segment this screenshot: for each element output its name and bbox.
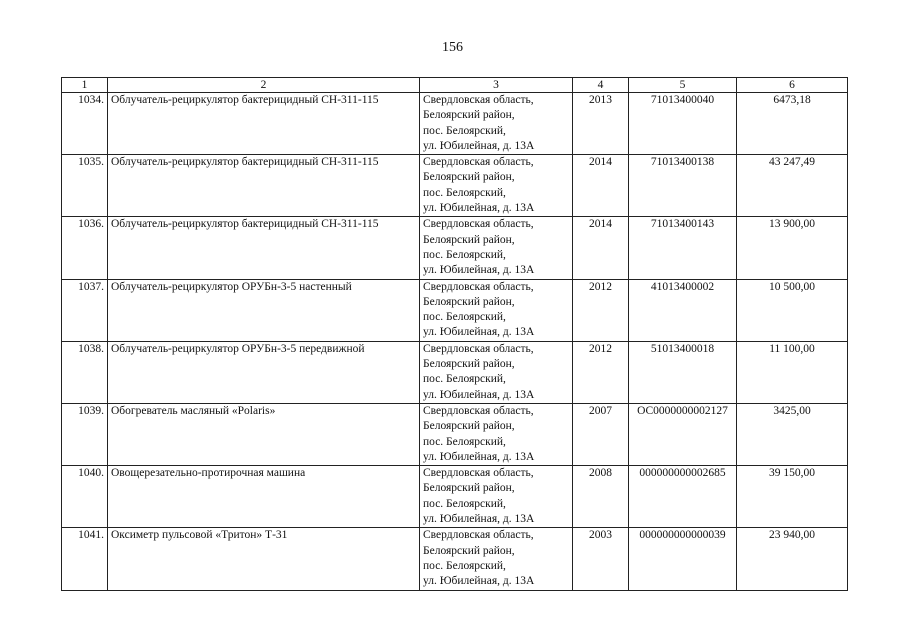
item-cost: 6473,18 bbox=[737, 93, 848, 155]
item-cost: 43 247,49 bbox=[737, 155, 848, 217]
item-year: 2012 bbox=[573, 279, 629, 341]
item-cost: 13 900,00 bbox=[737, 217, 848, 279]
item-year: 2013 bbox=[573, 93, 629, 155]
item-cost: 23 940,00 bbox=[737, 528, 848, 590]
item-name: Облучатель-рециркулятор ОРУБн-3-5 передвижной bbox=[108, 341, 420, 403]
inventory-number: 51013400018 bbox=[629, 341, 737, 403]
column-header: 5 bbox=[629, 78, 737, 93]
table-row bbox=[62, 466, 848, 528]
inventory-number: 000000000002685 bbox=[629, 466, 737, 528]
column-header: 2 bbox=[108, 78, 420, 93]
item-name: Облучатель-рециркулятор ОРУБн-3-5 настенный bbox=[108, 279, 420, 341]
table-row bbox=[62, 341, 848, 403]
inventory-table bbox=[61, 77, 848, 591]
inventory-number: 71013400040 bbox=[629, 93, 737, 155]
row-number: 1035. bbox=[62, 155, 108, 217]
row-number: 1034. bbox=[62, 93, 108, 155]
item-cost: 39 150,00 bbox=[737, 466, 848, 528]
item-year: 2003 bbox=[573, 528, 629, 590]
column-header: 1 bbox=[62, 78, 108, 93]
column-header: 4 bbox=[573, 78, 629, 93]
inventory-number: ОС0000000002127 bbox=[629, 403, 737, 465]
item-year: 2007 bbox=[573, 403, 629, 465]
header-row bbox=[62, 78, 848, 93]
row-number: 1037. bbox=[62, 279, 108, 341]
item-address: Свердловская область, Белоярский район, пос. Белоярский, ул. Юбилейная, д. 13А bbox=[420, 466, 573, 528]
inventory-number: 41013400002 bbox=[629, 279, 737, 341]
item-year: 2008 bbox=[573, 466, 629, 528]
item-address: Свердловская область, Белоярский район, пос. Белоярский, ул. Юбилейная, д. 13А bbox=[420, 155, 573, 217]
item-address: Свердловская область, Белоярский район, пос. Белоярский, ул. Юбилейная, д. 13А bbox=[420, 528, 573, 590]
item-name: Обогреватель масляный «Polaris» bbox=[108, 403, 420, 465]
item-address: Свердловская область, Белоярский район, пос. Белоярский, ул. Юбилейная, д. 13А bbox=[420, 403, 573, 465]
table-row bbox=[62, 403, 848, 465]
row-number: 1038. bbox=[62, 341, 108, 403]
item-name: Облучатель-рециркулятор бактерицидный СН-311-115 bbox=[108, 217, 420, 279]
item-name: Облучатель-рециркулятор бактерицидный СН-311-115 bbox=[108, 155, 420, 217]
item-year: 2014 bbox=[573, 155, 629, 217]
item-cost: 10 500,00 bbox=[737, 279, 848, 341]
item-address: Свердловская область, Белоярский район, пос. Белоярский, ул. Юбилейная, д. 13А bbox=[420, 93, 573, 155]
item-name: Овощерезательно-протирочная машина bbox=[108, 466, 420, 528]
row-number: 1040. bbox=[62, 466, 108, 528]
item-name: Облучатель-рециркулятор бактерицидный СН-311-115 bbox=[108, 93, 420, 155]
table-row bbox=[62, 279, 848, 341]
item-address: Свердловская область, Белоярский район, пос. Белоярский, ул. Юбилейная, д. 13А bbox=[420, 217, 573, 279]
item-name: Оксиметр пульсовой «Тритон» Т-31 bbox=[108, 528, 420, 590]
inventory-number: 71013400138 bbox=[629, 155, 737, 217]
item-year: 2014 bbox=[573, 217, 629, 279]
item-address: Свердловская область, Белоярский район, пос. Белоярский, ул. Юбилейная, д. 13А bbox=[420, 279, 573, 341]
row-number: 1039. bbox=[62, 403, 108, 465]
row-number: 1041. bbox=[62, 528, 108, 590]
table-row bbox=[62, 155, 848, 217]
item-year: 2012 bbox=[573, 341, 629, 403]
table-row bbox=[62, 528, 848, 590]
inventory-number: 000000000000039 bbox=[629, 528, 737, 590]
column-header: 3 bbox=[420, 78, 573, 93]
column-header: 6 bbox=[737, 78, 848, 93]
inventory-number: 71013400143 bbox=[629, 217, 737, 279]
page-number: 156 bbox=[442, 40, 463, 55]
table-row bbox=[62, 93, 848, 155]
item-address: Свердловская область, Белоярский район, пос. Белоярский, ул. Юбилейная, д. 13А bbox=[420, 341, 573, 403]
row-number: 1036. bbox=[62, 217, 108, 279]
item-cost: 3425,00 bbox=[737, 403, 848, 465]
table-row bbox=[62, 217, 848, 279]
item-cost: 11 100,00 bbox=[737, 341, 848, 403]
